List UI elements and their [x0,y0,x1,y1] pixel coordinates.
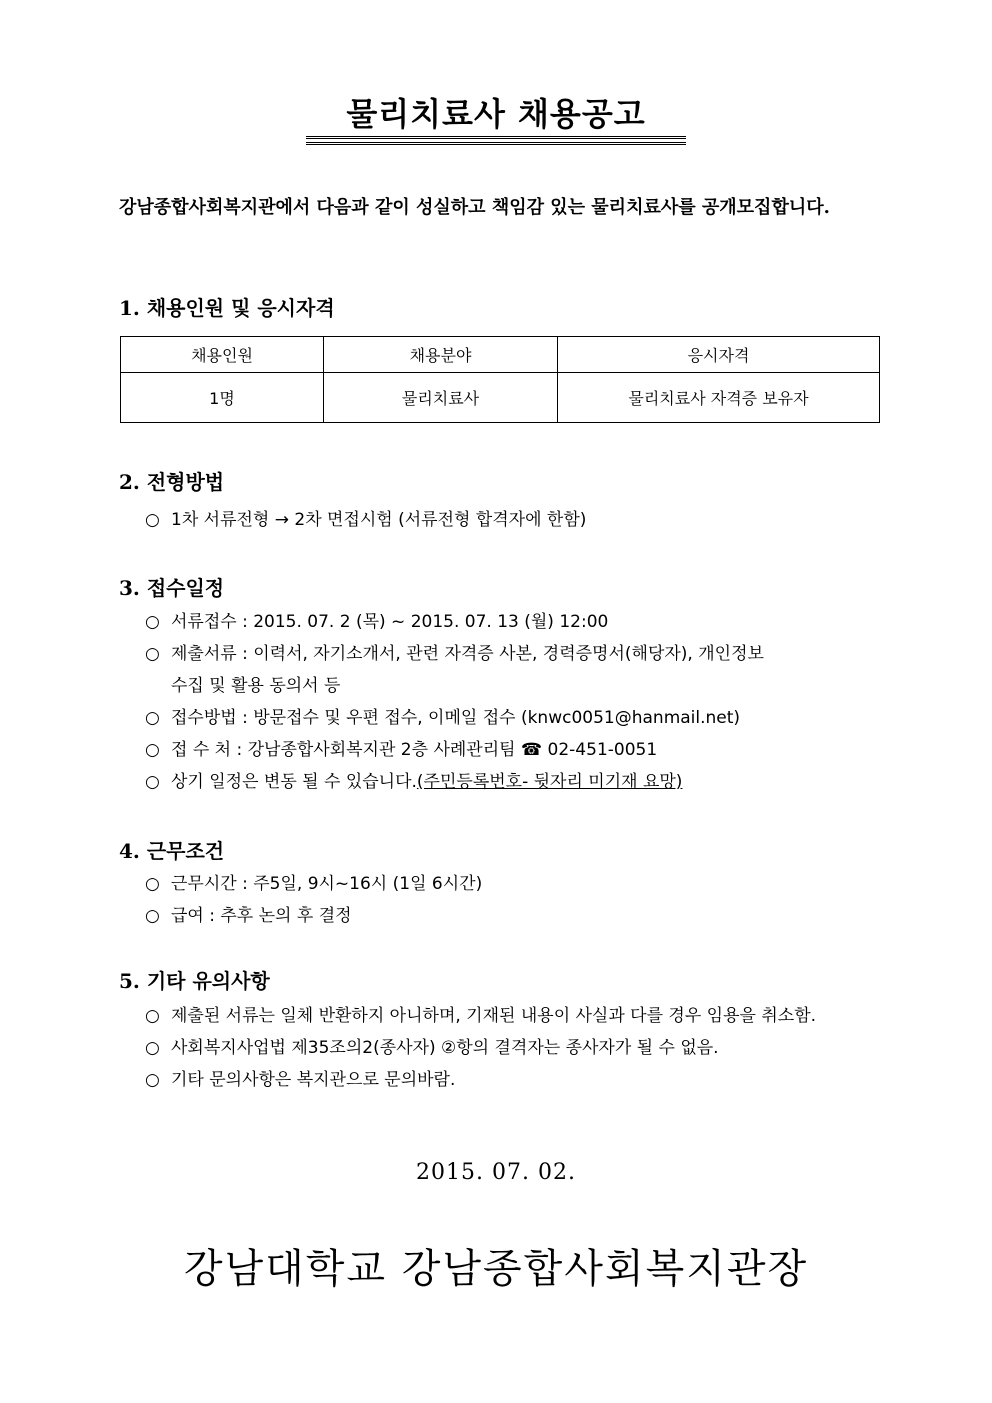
recruit-table [120,336,880,423]
bullet-icon: ○ [145,1038,160,1058]
list-item: ○ 1차 서류전형 → 2차 면접시험 (서류전형 합격자에 한함) [145,504,880,536]
bullet-icon: ○ [145,1006,160,1026]
list-item: ○ 제출된 서류는 일체 반환하지 아니하며, 기재된 내용이 사실과 다를 경우 임용을 취소함. [145,1000,880,1032]
section-3-title: 3. 접수일정 [119,576,225,600]
cell-count: 1명 [121,373,324,423]
page-title: 물리치료사 채용공고 [346,95,646,133]
intro-paragraph: 강남종합사회복지관에서 다음과 같이 성실하고 책임감 있는 물리치료사를 공개모집합니다. [119,197,830,218]
cell-qualification: 물리치료사 자격증 보유자 [558,373,880,423]
header-cell-qualification: 응시자격 [558,337,880,373]
bullet-icon: ○ [145,708,160,728]
list-item: ○ 서류접수 : 2015. 07. 2 (목) ~ 2015. 07. 13 (월) 12:00 [145,606,880,638]
list-item: ○ 접수방법 : 방문접수 및 우편 접수, 이메일 접수 (knwc0051@hanmail.net) [145,702,880,734]
list-item: ○ 제출서류 : 이력서, 자기소개서, 관련 자격증 사본, 경력증명서(해당자), 개인정보 [145,638,880,670]
title-double-underline [306,136,686,145]
table-row [121,373,880,423]
list-item: ○ 접 수 처 : 강남종합사회복지관 2층 사례관리팀 ☎ 02-451-0051 [145,734,880,766]
header-cell-count: 채용인원 [121,337,324,373]
announcement-date: 2015. 07. 02. [416,1160,576,1185]
title-block [306,94,686,145]
list-item: ○ 기타 문의사항은 복지관으로 문의바람. [145,1064,880,1096]
resident-number-note: (주민등록번호- 뒷자리 미기재 요망) [416,772,683,792]
list-item: ○ 근무시간 : 주5일, 9시~16시 (1일 6시간) [145,868,880,900]
list-item: ○ 사회복지사업법 제35조의2(종사자) ②항의 결격자는 종사자가 될 수 없음. [145,1032,880,1064]
section-1-title: 1. 채용인원 및 응시자격 [119,296,335,320]
organization-signature: 강남대학교 강남종합사회복지관장 [183,1246,809,1292]
bullet-icon: ○ [145,874,160,894]
section-3-list [145,606,880,798]
list-item-continuation: 수집 및 활용 동의서 등 [171,676,341,696]
cell-field: 물리치료사 [324,373,558,423]
header-cell-field: 채용분야 [324,337,558,373]
bullet-icon: ○ [145,906,160,926]
bullet-icon: ○ [145,644,160,664]
list-item: ○ 급여 : 추후 논의 후 결정 [145,900,880,932]
section-5-title: 5. 기타 유의사항 [119,969,270,993]
bullet-icon: ○ [145,1070,160,1090]
bullet-icon: ○ [145,612,160,632]
section-4-list [145,868,880,932]
section-5-list [145,1000,880,1096]
section-4-title: 4. 근무조건 [119,839,225,863]
section-2-list [145,504,880,536]
section-2-title: 2. 전형방법 [119,470,225,494]
bullet-icon: ○ [145,510,160,530]
list-item: ○ 상기 일정은 변동 될 수 있습니다.(주민등록번호- 뒷자리 미기재 요망) [145,766,880,798]
bullet-icon: ○ [145,740,160,760]
table-header-row [121,337,880,373]
bullet-icon: ○ [145,772,160,792]
